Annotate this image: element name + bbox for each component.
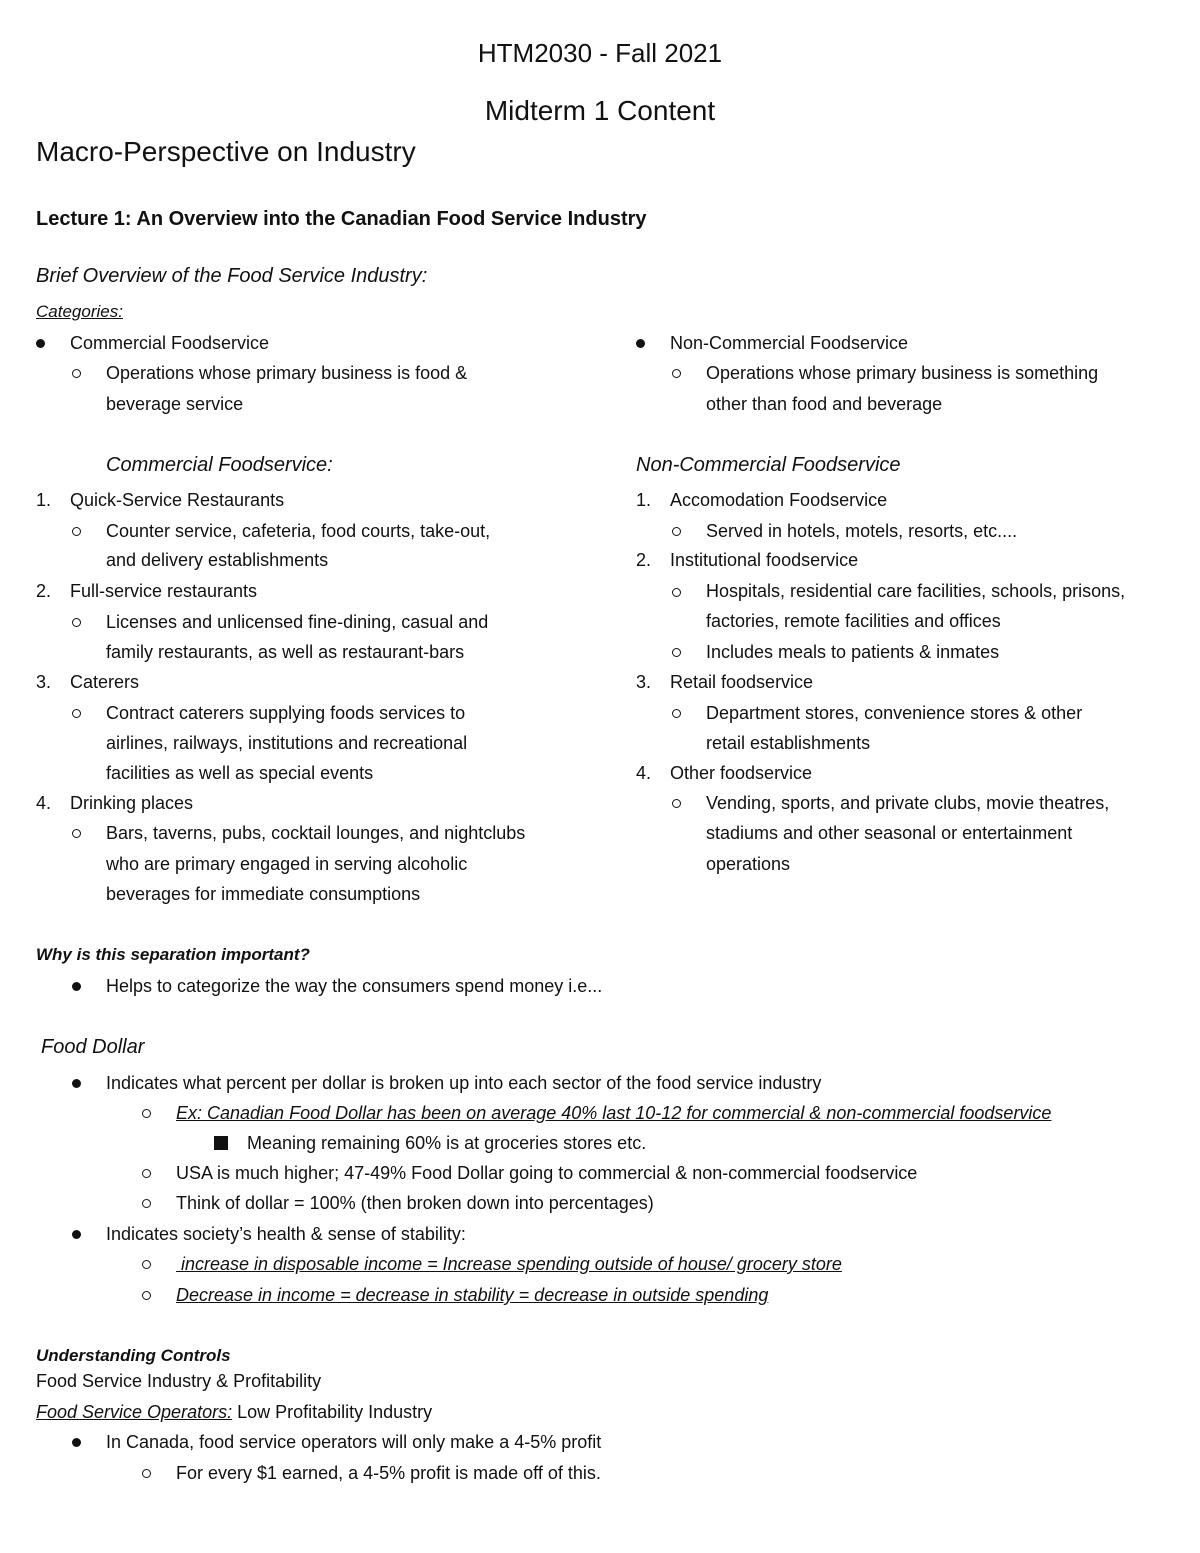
bullet-icon [72, 1438, 81, 1447]
bullet-icon [36, 339, 45, 348]
list-subitem: Includes meals to patients & inmates [706, 642, 1000, 662]
list-subitem: family restaurants, as well as restaurant-bars [106, 642, 465, 662]
list-number: 4. [636, 763, 652, 783]
food-dollar-think: Think of dollar = 100% (then broken down into percentages) [176, 1193, 654, 1213]
square-bullet-icon [214, 1136, 228, 1150]
list-number: 1. [36, 490, 52, 510]
list-subitem: airlines, railways, institutions and recreational [106, 733, 468, 753]
list-subitem: Contract caterers supplying foods services to [106, 703, 466, 723]
list-item: Retail foodservice [670, 672, 814, 692]
circle-bullet-icon [142, 1291, 151, 1300]
list-subitem: beverages for immediate consumptions [106, 884, 421, 904]
operators-line [36, 1402, 432, 1423]
circle-bullet-icon [142, 1260, 151, 1269]
brief-heading: Brief Overview of the Food Service Industry: [36, 265, 428, 287]
list-subitem: and delivery establishments [106, 550, 329, 570]
list-subitem: operations [706, 854, 791, 874]
list-item: Accomodation Foodservice [670, 490, 888, 510]
circle-bullet-icon [142, 1469, 151, 1478]
circle-bullet-icon [672, 527, 681, 536]
food-dollar-example: Ex: Canadian Food Dollar has been on average 40% last 10-12 for commercial & non-commercial foodservice [176, 1103, 1052, 1123]
list-item: Other foodservice [670, 763, 813, 783]
list-subitem: retail establishments [706, 733, 871, 753]
circle-bullet-icon [142, 1109, 151, 1118]
circle-bullet-icon [72, 829, 81, 838]
food-dollar-decrease: Decrease in income = decrease in stability = decrease in outside spending [176, 1285, 769, 1305]
list-subitem: Counter service, cafeteria, food courts, take-out, [106, 521, 491, 541]
cat-noncommercial: Non-Commercial Foodservice [670, 333, 909, 353]
circle-bullet-icon [72, 618, 81, 627]
circle-bullet-icon [142, 1169, 151, 1178]
circle-bullet-icon [72, 369, 81, 378]
list-number: 3. [36, 672, 52, 692]
commercial-heading: Commercial Foodservice: [106, 454, 333, 476]
list-item: Quick-Service Restaurants [70, 490, 285, 510]
operators-text: Low Profitability Industry [232, 1402, 433, 1422]
list-subitem: Hospitals, residential care facilities, schools, prisons, [706, 581, 1126, 601]
food-dollar-bullet: Indicates what percent per dollar is broken up into each sector of the food service industry [106, 1073, 822, 1093]
list-subitem: who are primary engaged in serving alcoholic [106, 854, 468, 874]
list-subitem: stadiums and other seasonal or entertainment [706, 823, 1073, 843]
food-dollar-usa: USA is much higher; 47-49% Food Dollar going to commercial & non-commercial foodservice [176, 1163, 918, 1183]
circle-bullet-icon [672, 588, 681, 597]
circle-bullet-icon [672, 799, 681, 808]
controls-line: Food Service Industry & Profitability [36, 1371, 322, 1391]
cat-commercial-desc2: beverage service [106, 394, 244, 414]
list-number: 2. [36, 581, 52, 601]
why-heading: Why is this separation important? [36, 945, 310, 964]
list-item: Caterers [70, 672, 140, 692]
controls-bullet: In Canada, food service operators will only make a 4-5% profit [106, 1432, 602, 1452]
controls-subbullet: For every $1 earned, a 4-5% profit is made off of this. [176, 1463, 601, 1483]
cat-noncommercial-desc2: other than food and beverage [706, 394, 943, 414]
list-item: Full-service restaurants [70, 581, 258, 601]
operators-label: Food Service Operators: [36, 1402, 233, 1422]
list-subitem: factories, remote facilities and offices [706, 611, 1001, 631]
food-dollar-remaining: Meaning remaining 60% is at groceries stores etc. [247, 1133, 647, 1153]
bullet-icon [636, 339, 645, 348]
food-dollar-bullet: Indicates society’s health & sense of stability: [106, 1224, 466, 1244]
controls-heading: Understanding Controls [36, 1346, 231, 1365]
circle-bullet-icon [672, 369, 681, 378]
list-number: 3. [636, 672, 652, 692]
cat-commercial-desc1: Operations whose primary business is food & [106, 363, 468, 383]
list-subitem: Licenses and unlicensed fine-dining, casual and [106, 612, 489, 632]
food-dollar-heading: Food Dollar [41, 1036, 145, 1058]
lecture-title: Lecture 1: An Overview into the Canadian Food Service Industry [36, 208, 647, 230]
bullet-icon [72, 1079, 81, 1088]
course-title: HTM2030 - Fall 2021 [477, 38, 723, 68]
circle-bullet-icon [672, 648, 681, 657]
list-item: Drinking places [70, 793, 194, 813]
list-number: 4. [36, 793, 52, 813]
list-subitem: Served in hotels, motels, resorts, etc.... [706, 521, 1018, 541]
list-number: 2. [636, 550, 652, 570]
circle-bullet-icon [72, 527, 81, 536]
list-item: Institutional foodservice [670, 550, 859, 570]
bullet-icon [72, 1230, 81, 1239]
circle-bullet-icon [672, 709, 681, 718]
food-dollar-increase: increase in disposable income = Increase spending outside of house/ grocery store [176, 1254, 842, 1274]
list-number: 1. [636, 490, 652, 510]
categories-label: Categories: [36, 302, 123, 321]
bullet-icon [72, 982, 81, 991]
why-bullet: Helps to categorize the way the consumers spend money i.e... [106, 976, 603, 996]
list-subitem: Vending, sports, and private clubs, movie theatres, [706, 793, 1110, 813]
cat-noncommercial-desc1: Operations whose primary business is something [706, 363, 1099, 383]
list-subitem: Bars, taverns, pubs, cocktail lounges, and nightclubs [106, 823, 526, 843]
cat-commercial: Commercial Foodservice [70, 333, 270, 353]
list-subitem: facilities as well as special events [106, 763, 374, 783]
page-subtitle: Midterm 1 Content [484, 95, 716, 126]
noncommercial-heading: Non-Commercial Foodservice [636, 454, 901, 476]
section-heading: Macro-Perspective on Industry [36, 136, 416, 167]
circle-bullet-icon [72, 709, 81, 718]
circle-bullet-icon [142, 1199, 151, 1208]
list-subitem: Department stores, convenience stores & other [706, 703, 1083, 723]
